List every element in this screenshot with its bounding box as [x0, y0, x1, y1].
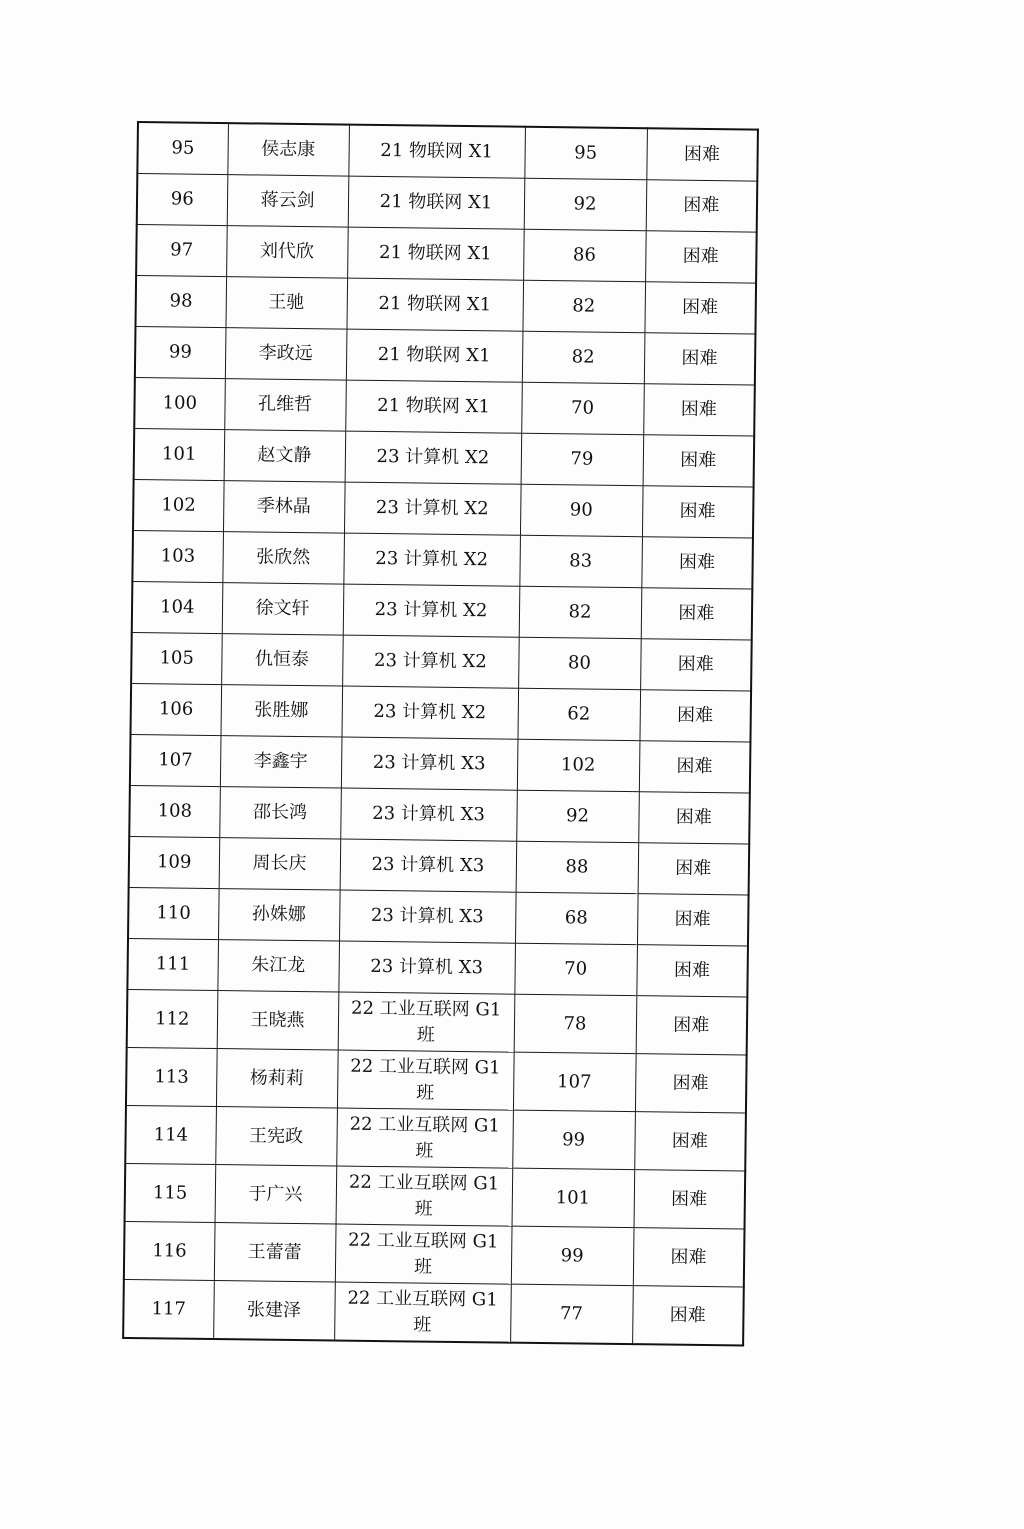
- score-cell: 102: [517, 739, 640, 791]
- class-name-cell: 23 计算机 X3: [339, 890, 516, 943]
- student-name-cell: 邵长鸿: [219, 787, 341, 839]
- score-cell: 99: [512, 1110, 635, 1169]
- student-table-body: [123, 122, 758, 1345]
- class-name-cell: 23 计算机 X2: [341, 686, 518, 739]
- row-number-cell: 114: [125, 1105, 216, 1164]
- score-cell: 82: [519, 586, 642, 638]
- class-name-cell: 22 工业互联网 G1 班: [338, 992, 515, 1052]
- row-number-cell: 107: [130, 734, 221, 786]
- class-name-cell: 22 工业互联网 G1 班: [336, 1108, 513, 1168]
- difficulty-level-cell: 困难: [644, 282, 756, 334]
- score-cell: 82: [522, 280, 645, 332]
- score-cell: 80: [518, 637, 641, 689]
- score-cell: 68: [515, 892, 638, 944]
- score-cell: 92: [524, 178, 647, 230]
- score-cell: 77: [510, 1284, 633, 1344]
- difficulty-level-cell: 困难: [639, 690, 751, 742]
- row-number-cell: 110: [128, 887, 219, 939]
- difficulty-level-cell: 困难: [640, 639, 752, 691]
- difficulty-level-cell: 困难: [638, 843, 750, 895]
- row-number-cell: 109: [129, 836, 220, 888]
- student-name-cell: 孙姝娜: [218, 889, 340, 941]
- difficulty-level-cell: 困难: [643, 384, 755, 436]
- student-name-cell: 张欣然: [222, 532, 344, 584]
- difficulty-level-cell: 困难: [638, 792, 750, 844]
- table-row: [123, 1279, 744, 1345]
- table-row: [135, 276, 756, 335]
- student-name-cell: 侯志康: [227, 123, 349, 176]
- score-cell: 90: [520, 484, 643, 536]
- difficulty-level-cell: 困难: [641, 588, 753, 640]
- student-name-cell: 王驰: [225, 277, 347, 329]
- student-table: [122, 121, 759, 1347]
- class-name-cell: 23 计算机 X2: [343, 533, 520, 586]
- class-name-cell: 23 计算机 X3: [340, 839, 517, 892]
- score-cell: 107: [513, 1052, 636, 1111]
- difficulty-level-cell: 困难: [635, 1054, 747, 1113]
- student-name-cell: 季林晶: [223, 481, 345, 533]
- student-name-cell: 刘代欣: [226, 226, 348, 278]
- difficulty-level-cell: 困难: [637, 894, 749, 946]
- score-cell: 88: [516, 841, 639, 893]
- class-name-cell: 23 计算机 X3: [338, 941, 515, 994]
- student-name-cell: 蒋云剑: [227, 175, 349, 227]
- table-row: [137, 122, 758, 181]
- table-row: [130, 734, 751, 793]
- score-cell: 95: [524, 127, 647, 180]
- table-row: [129, 785, 750, 844]
- table-row: [134, 377, 755, 436]
- student-name-cell: 孔维哲: [224, 379, 346, 431]
- row-number-cell: 95: [137, 122, 228, 175]
- class-name-cell: 23 计算机 X3: [341, 737, 518, 790]
- row-number-cell: 103: [132, 530, 223, 582]
- difficulty-level-cell: 困难: [636, 996, 748, 1055]
- table-row: [125, 1105, 746, 1171]
- class-name-cell: 22 工业互联网 G1 班: [335, 1224, 512, 1284]
- row-number-cell: 115: [125, 1163, 216, 1222]
- class-name-cell: 21 物联网 X1: [348, 176, 525, 229]
- table-row: [136, 225, 757, 284]
- student-name-cell: 周长庆: [219, 838, 341, 890]
- student-name-cell: 杨莉莉: [216, 1049, 338, 1108]
- difficulty-level-cell: 困难: [645, 231, 757, 283]
- table-row: [131, 632, 752, 691]
- difficulty-level-cell: 困难: [646, 128, 758, 181]
- table-row: [137, 174, 758, 233]
- difficulty-level-cell: 困难: [634, 1170, 746, 1229]
- row-number-cell: 100: [134, 377, 225, 429]
- class-name-cell: 21 物联网 X1: [348, 125, 525, 179]
- table-row: [133, 479, 754, 538]
- difficulty-level-cell: 困难: [639, 741, 751, 793]
- difficulty-level-cell: 困难: [646, 180, 758, 232]
- student-name-cell: 王蕾蕾: [214, 1223, 336, 1282]
- row-number-cell: 104: [132, 581, 223, 633]
- class-name-cell: 23 计算机 X2: [342, 635, 519, 688]
- difficulty-level-cell: 困难: [632, 1286, 744, 1346]
- student-name-cell: 李鑫宇: [220, 736, 342, 788]
- row-number-cell: 108: [129, 785, 220, 837]
- table-row: [124, 1221, 745, 1287]
- class-name-cell: 21 物联网 X1: [346, 278, 523, 331]
- student-name-cell: 张胜娜: [220, 685, 342, 737]
- row-number-cell: 101: [134, 428, 225, 480]
- table-row: [132, 530, 753, 589]
- difficulty-level-cell: 困难: [633, 1228, 745, 1287]
- class-name-cell: 22 工业互联网 G1 班: [336, 1166, 513, 1226]
- table-row: [127, 989, 748, 1055]
- score-cell: 83: [519, 535, 642, 587]
- table-row: [125, 1163, 746, 1229]
- table-row: [135, 326, 756, 385]
- student-table-sheet: [122, 121, 757, 1346]
- class-name-cell: 22 工业互联网 G1 班: [334, 1282, 511, 1343]
- student-name-cell: 仇恒泰: [221, 634, 343, 686]
- student-name-cell: 徐文轩: [222, 583, 344, 635]
- table-row: [128, 887, 749, 946]
- class-name-cell: 22 工业互联网 G1 班: [337, 1050, 514, 1110]
- row-number-cell: 112: [127, 989, 218, 1048]
- row-number-cell: 106: [131, 683, 222, 735]
- score-cell: 70: [521, 382, 644, 434]
- class-name-cell: 23 计算机 X3: [340, 788, 517, 841]
- score-cell: 78: [514, 994, 637, 1053]
- score-cell: 101: [512, 1168, 635, 1227]
- class-name-cell: 21 物联网 X1: [347, 227, 524, 280]
- row-number-cell: 98: [135, 276, 226, 328]
- difficulty-level-cell: 困难: [636, 945, 748, 997]
- student-name-cell: 王宪政: [215, 1107, 337, 1166]
- row-number-cell: 116: [124, 1221, 215, 1280]
- class-name-cell: 23 计算机 X2: [343, 584, 520, 637]
- difficulty-level-cell: 困难: [641, 537, 753, 589]
- class-name-cell: 23 计算机 X2: [345, 431, 522, 484]
- score-cell: 99: [511, 1226, 634, 1285]
- row-number-cell: 111: [127, 938, 218, 990]
- student-name-cell: 张建泽: [213, 1281, 335, 1341]
- table-row: [131, 683, 752, 742]
- score-cell: 62: [517, 688, 640, 740]
- row-number-cell: 102: [133, 479, 224, 531]
- difficulty-level-cell: 困难: [634, 1112, 746, 1171]
- student-name-cell: 于广兴: [215, 1165, 337, 1224]
- class-name-cell: 23 计算机 X2: [344, 482, 521, 535]
- difficulty-level-cell: 困难: [642, 486, 754, 538]
- score-cell: 82: [522, 331, 645, 383]
- score-cell: 79: [521, 433, 644, 485]
- class-name-cell: 21 物联网 X1: [346, 329, 523, 382]
- row-number-cell: 97: [136, 225, 227, 277]
- difficulty-level-cell: 困难: [643, 435, 755, 487]
- score-cell: 92: [516, 790, 639, 842]
- table-row: [129, 836, 750, 895]
- student-name-cell: 朱江龙: [217, 940, 339, 992]
- class-name-cell: 21 物联网 X1: [345, 380, 522, 433]
- student-name-cell: 赵文静: [224, 430, 346, 482]
- score-cell: 70: [514, 943, 637, 995]
- table-row: [134, 428, 755, 487]
- row-number-cell: 117: [123, 1279, 214, 1339]
- student-name-cell: 王晓燕: [217, 991, 339, 1050]
- table-row: [132, 581, 753, 640]
- score-cell: 86: [523, 229, 646, 281]
- row-number-cell: 113: [126, 1047, 217, 1106]
- row-number-cell: 105: [131, 632, 222, 684]
- table-row: [126, 1047, 747, 1113]
- difficulty-level-cell: 困难: [644, 333, 756, 385]
- table-row: [127, 938, 748, 997]
- row-number-cell: 96: [137, 174, 228, 226]
- student-name-cell: 李政远: [225, 328, 347, 380]
- row-number-cell: 99: [135, 326, 226, 378]
